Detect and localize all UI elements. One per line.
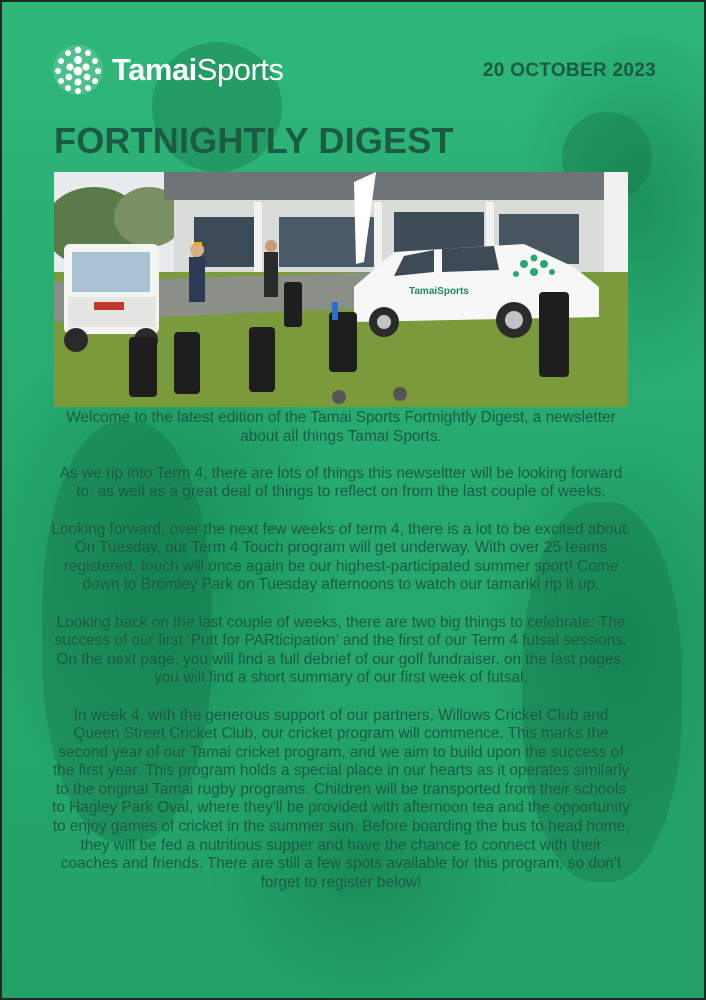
brand-name-light: Sports [196,52,284,87]
paragraph-term4-intro: As we rip into Term 4, there are lots of things this newseltter will be looking forward to, as well as a great deal of things to reflect on from the last couple of weeks. [59,464,623,501]
newsletter-body [50,409,632,911]
newsletter-page [2,2,704,998]
paragraph-looking-back: Looking back on the last couple of weeks, there are two big things to celebrate: The success of our first ‘Putt for PARticipation’ and the first of our Term 4 futsal sessions. On the next page, you will find a full debrief of our golf fundraiser. on the last pages, you will find a short summary of our first week of futsal. [54,613,628,687]
issue-date: 20 OCTOBER 2023 [482,60,656,81]
photo-illustration [54,172,628,407]
brand-logo [52,44,283,96]
golf-event-photo [54,172,628,407]
newsletter-title: FORTNIGHTLY DIGEST [54,120,454,161]
paragraph-welcome: Welcome to the latest edition of the Tamai Sports Fortnightly Digest, a newsletter about all things Tamai Sports. [66,409,616,445]
paragraph-cricket-program: In week 4, with the generous support of our partners, Willows Cricket Club and Queen Street Cricket Club, our cricket program will commence. This marks the second year of our Tamai cricket program, and we aim to build upon the success of the first year. This program holds a special place in our hearts as it operates similarly to the original Tamai rugby programs. Children will be transported from their schools to Hagley Park Oval, where they'll be provided with afternoon tea and the opportunity to enjoy games of cricket in the summer sun. Before boarding the bus to head home, they will be fed a nutritious supper and have the chance to connect with their coaches and friends. There are still a few spots available for this program, so don't forget to register below! [52,706,630,891]
brand-name-bold: Tamai [112,52,197,87]
tamai-logo-icon [52,44,104,96]
paragraph-looking-forward: Looking forward, over the next few weeks of term 4, there is a lot to be excited about. On Tuesday, our Term 4 Touch program will get underway. With over 25 teams registered, touch will once again be our highest-participated summer sport! Come down to Bromley Park on Tuesday afternoons to watch our tamariki rip it up. [51,520,631,594]
header [52,42,656,102]
car-decal-text: TamaiSports [409,286,469,297]
brand-name [112,52,283,88]
